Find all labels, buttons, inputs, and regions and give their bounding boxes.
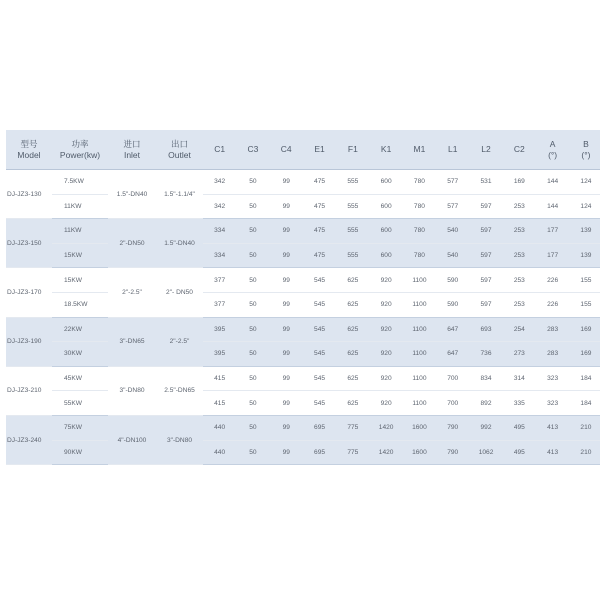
dimension-cell: 600	[369, 243, 402, 268]
outlet-cell: 3"-DN80	[156, 415, 203, 464]
inlet-cell: 2"-DN50	[108, 219, 156, 268]
table-row	[6, 317, 600, 342]
header-row	[6, 130, 600, 170]
dimension-cell: 177	[536, 219, 569, 244]
dimension-cell: 540	[436, 219, 469, 244]
dimension-cell: 1100	[403, 317, 436, 342]
dimension-cell: 253	[503, 268, 536, 293]
column-header-en: C4	[280, 144, 292, 154]
column-header-en: (°)	[581, 149, 591, 160]
dimension-cell: 495	[503, 440, 536, 465]
dimension-cell: 377	[203, 292, 236, 317]
dimension-cell: 555	[336, 170, 369, 195]
dimension-cell: 395	[203, 342, 236, 367]
dimension-cell: 597	[469, 243, 502, 268]
dimension-cell: 50	[236, 243, 269, 268]
column-header-en: Model	[17, 149, 41, 160]
dimension-cell: 577	[436, 170, 469, 195]
dimension-cell: 545	[303, 391, 336, 416]
dimension-cell: 597	[469, 219, 502, 244]
dimension-cell: 555	[336, 194, 369, 219]
dimension-cell: 99	[270, 415, 303, 440]
dimension-cell: 273	[503, 342, 536, 367]
dimension-cell: 625	[336, 317, 369, 342]
inlet-cell: 3"-DN80	[108, 366, 156, 415]
model-cell: DJ-JZ3-210	[6, 366, 52, 415]
dimension-cell: 475	[303, 194, 336, 219]
dimension-cell: 99	[270, 391, 303, 416]
dimension-cell: 99	[270, 292, 303, 317]
outlet-cell: 2.5"-DN65	[156, 366, 203, 415]
dimension-cell: 415	[203, 366, 236, 391]
dimension-cell: 169	[569, 317, 600, 342]
dimension-cell: 334	[203, 219, 236, 244]
dimension-cell: 144	[536, 194, 569, 219]
dimension-cell: 992	[469, 415, 502, 440]
column-header-en: F1	[347, 144, 358, 154]
dimension-cell: 545	[303, 317, 336, 342]
dimension-cell: 99	[270, 243, 303, 268]
dimension-cell: 780	[403, 243, 436, 268]
dimension-cell: 283	[536, 317, 569, 342]
column-header	[52, 130, 108, 170]
table-row	[6, 415, 600, 440]
dimension-cell: 920	[369, 391, 402, 416]
dimension-cell: 124	[569, 194, 600, 219]
column-header-zh: 型号	[20, 138, 38, 149]
column-header-zh: 进口	[123, 138, 141, 149]
dimension-cell: 475	[303, 219, 336, 244]
power-cell: 7.5KW	[52, 170, 108, 195]
dimension-cell: 790	[436, 440, 469, 465]
dimension-cell: 555	[336, 243, 369, 268]
dimension-cell: 395	[203, 317, 236, 342]
dimension-cell: 335	[503, 391, 536, 416]
inlet-cell: 3"-DN65	[108, 317, 156, 366]
column-header	[336, 130, 369, 170]
dimension-cell: 1600	[403, 415, 436, 440]
column-header	[369, 130, 402, 170]
column-header	[303, 130, 336, 170]
dimension-cell: 892	[469, 391, 502, 416]
column-header-en: Power(kw)	[59, 149, 101, 160]
power-cell: 15KW	[52, 268, 108, 293]
dimension-cell: 775	[336, 415, 369, 440]
dimension-cell: 226	[536, 268, 569, 293]
column-header	[6, 130, 52, 170]
column-header	[108, 130, 156, 170]
model-cell: DJ-JZ3-170	[6, 268, 52, 317]
dimension-cell: 99	[270, 366, 303, 391]
column-header	[236, 130, 269, 170]
power-cell: 15KW	[52, 243, 108, 268]
dimension-cell: 99	[270, 317, 303, 342]
power-cell: 11KW	[52, 219, 108, 244]
column-header-en: C2	[513, 144, 525, 154]
column-header-en: M1	[413, 144, 426, 154]
dimension-cell: 210	[569, 440, 600, 465]
column-header-en: C1	[214, 144, 226, 154]
dimension-cell: 169	[503, 170, 536, 195]
dimension-cell: 625	[336, 366, 369, 391]
dimension-cell: 99	[270, 342, 303, 367]
dimension-cell: 99	[270, 170, 303, 195]
dimension-cell: 780	[403, 194, 436, 219]
column-header-zh: B	[583, 138, 589, 149]
dimension-cell: 283	[536, 342, 569, 367]
dimension-cell: 625	[336, 342, 369, 367]
dimension-cell: 531	[469, 170, 502, 195]
dimension-cell: 920	[369, 366, 402, 391]
table-header	[6, 130, 600, 170]
dimension-cell: 415	[203, 391, 236, 416]
power-cell: 30KW	[52, 342, 108, 367]
column-header-en: Inlet	[123, 149, 141, 160]
dimension-cell: 920	[369, 292, 402, 317]
table-row	[6, 391, 600, 416]
column-header	[203, 130, 236, 170]
column-header-en: (°)	[548, 149, 558, 160]
dimension-cell: 139	[569, 243, 600, 268]
dimension-cell: 254	[503, 317, 536, 342]
dimension-cell: 50	[236, 194, 269, 219]
dimension-cell: 790	[436, 415, 469, 440]
dimension-cell: 625	[336, 391, 369, 416]
dimension-cell: 1100	[403, 366, 436, 391]
column-header	[503, 130, 536, 170]
outlet-cell: 1.5"-1.1/4"	[156, 170, 203, 219]
power-cell: 18.5KW	[52, 292, 108, 317]
dimension-cell: 1420	[369, 415, 402, 440]
dimension-cell: 780	[403, 219, 436, 244]
power-cell: 75KW	[52, 415, 108, 440]
model-cell: DJ-JZ3-190	[6, 317, 52, 366]
dimension-cell: 625	[336, 292, 369, 317]
dimension-cell: 50	[236, 292, 269, 317]
dimension-cell: 834	[469, 366, 502, 391]
dimension-cell: 50	[236, 219, 269, 244]
column-header	[156, 130, 203, 170]
column-header-en: E1	[314, 144, 325, 154]
dimension-cell: 555	[336, 219, 369, 244]
dimension-cell: 1100	[403, 342, 436, 367]
dimension-cell: 50	[236, 366, 269, 391]
column-header	[436, 130, 469, 170]
column-header-en: L2	[481, 144, 491, 154]
table-row	[6, 219, 600, 244]
dimension-cell: 600	[369, 219, 402, 244]
model-cell: DJ-JZ3-240	[6, 415, 52, 464]
dimension-cell: 253	[503, 292, 536, 317]
inlet-cell: 1.5"-DN40	[108, 170, 156, 219]
dimension-cell: 253	[503, 219, 536, 244]
dimension-cell: 50	[236, 268, 269, 293]
dimension-cell: 334	[203, 243, 236, 268]
dimension-cell: 155	[569, 268, 600, 293]
dimension-cell: 495	[503, 415, 536, 440]
dimension-cell: 139	[569, 219, 600, 244]
dimension-cell: 177	[536, 243, 569, 268]
dimension-cell: 342	[203, 194, 236, 219]
dimension-cell: 155	[569, 292, 600, 317]
dimension-cell: 144	[536, 170, 569, 195]
dimension-cell: 545	[303, 292, 336, 317]
dimension-cell: 700	[436, 366, 469, 391]
dimension-cell: 99	[270, 219, 303, 244]
column-header-zh: A	[549, 138, 556, 149]
dimension-cell: 50	[236, 342, 269, 367]
dimension-cell: 647	[436, 317, 469, 342]
dimension-cell: 597	[469, 194, 502, 219]
dimension-cell: 124	[569, 170, 600, 195]
dimension-cell: 590	[436, 268, 469, 293]
dimension-cell: 184	[569, 366, 600, 391]
table-row	[6, 268, 600, 293]
dimension-cell: 440	[203, 415, 236, 440]
dimension-cell: 1100	[403, 391, 436, 416]
table-row	[6, 440, 600, 465]
dimension-cell: 545	[303, 342, 336, 367]
column-header	[569, 130, 600, 170]
dimension-cell: 597	[469, 268, 502, 293]
table-row	[6, 170, 600, 195]
dimension-cell: 413	[536, 415, 569, 440]
dimension-cell: 377	[203, 268, 236, 293]
table-row	[6, 194, 600, 219]
outlet-cell: 1.5"-DN40	[156, 219, 203, 268]
dimension-cell: 50	[236, 170, 269, 195]
dimension-cell: 50	[236, 317, 269, 342]
dimension-cell: 440	[203, 440, 236, 465]
dimension-cell: 780	[403, 170, 436, 195]
outlet-cell: 2"-2.5"	[156, 317, 203, 366]
dimension-cell: 693	[469, 317, 502, 342]
dimension-cell: 920	[369, 342, 402, 367]
table-row	[6, 342, 600, 367]
spec-table-container	[6, 130, 596, 465]
power-cell: 11KW	[52, 194, 108, 219]
dimension-cell: 50	[236, 415, 269, 440]
dimension-cell: 210	[569, 415, 600, 440]
dimension-cell: 184	[569, 391, 600, 416]
dimension-cell: 50	[236, 440, 269, 465]
dimension-cell: 475	[303, 243, 336, 268]
column-header	[403, 130, 436, 170]
dimension-cell: 920	[369, 317, 402, 342]
table-row	[6, 243, 600, 268]
dimension-cell: 695	[303, 415, 336, 440]
column-header-en: L1	[447, 144, 458, 154]
dimension-cell: 169	[569, 342, 600, 367]
pump-spec-table	[6, 130, 600, 465]
column-header	[469, 130, 502, 170]
outlet-cell: 2"- DN50	[156, 268, 203, 317]
dimension-cell: 597	[469, 292, 502, 317]
dimension-cell: 775	[336, 440, 369, 465]
dimension-cell: 1100	[403, 268, 436, 293]
column-header-en: Outlet	[168, 149, 191, 160]
dimension-cell: 226	[536, 292, 569, 317]
dimension-cell: 590	[436, 292, 469, 317]
dimension-cell: 323	[536, 366, 569, 391]
dimension-cell: 413	[536, 440, 569, 465]
table-row	[6, 292, 600, 317]
column-header-zh: 功率	[71, 138, 89, 149]
dimension-cell: 695	[303, 440, 336, 465]
column-header-en: K1	[380, 144, 392, 154]
dimension-cell: 625	[336, 268, 369, 293]
dimension-cell: 700	[436, 391, 469, 416]
column-header-en: C3	[247, 144, 259, 154]
column-header	[270, 130, 303, 170]
dimension-cell: 1062	[469, 440, 502, 465]
dimension-cell: 342	[203, 170, 236, 195]
table-body	[6, 170, 600, 465]
dimension-cell: 540	[436, 243, 469, 268]
power-cell: 22KW	[52, 317, 108, 342]
inlet-cell: 4"-DN100	[108, 415, 156, 464]
dimension-cell: 920	[369, 268, 402, 293]
dimension-cell: 314	[503, 366, 536, 391]
model-cell: DJ-JZ3-130	[6, 170, 52, 219]
dimension-cell: 577	[436, 194, 469, 219]
dimension-cell: 50	[236, 391, 269, 416]
dimension-cell: 253	[503, 194, 536, 219]
column-header	[536, 130, 569, 170]
dimension-cell: 253	[503, 243, 536, 268]
power-cell: 55KW	[52, 391, 108, 416]
dimension-cell: 99	[270, 440, 303, 465]
dimension-cell: 545	[303, 268, 336, 293]
dimension-cell: 99	[270, 194, 303, 219]
power-cell: 45KW	[52, 366, 108, 391]
dimension-cell: 1420	[369, 440, 402, 465]
dimension-cell: 323	[536, 391, 569, 416]
dimension-cell: 600	[369, 194, 402, 219]
power-cell: 90KW	[52, 440, 108, 465]
dimension-cell: 475	[303, 170, 336, 195]
dimension-cell: 545	[303, 366, 336, 391]
inlet-cell: 2"-2.5"	[108, 268, 156, 317]
dimension-cell: 1100	[403, 292, 436, 317]
table-row	[6, 366, 600, 391]
dimension-cell: 647	[436, 342, 469, 367]
dimension-cell: 1600	[403, 440, 436, 465]
dimension-cell: 99	[270, 268, 303, 293]
dimension-cell: 736	[469, 342, 502, 367]
column-header-zh: 出口	[170, 138, 188, 149]
dimension-cell: 600	[369, 170, 402, 195]
model-cell: DJ-JZ3-150	[6, 219, 52, 268]
